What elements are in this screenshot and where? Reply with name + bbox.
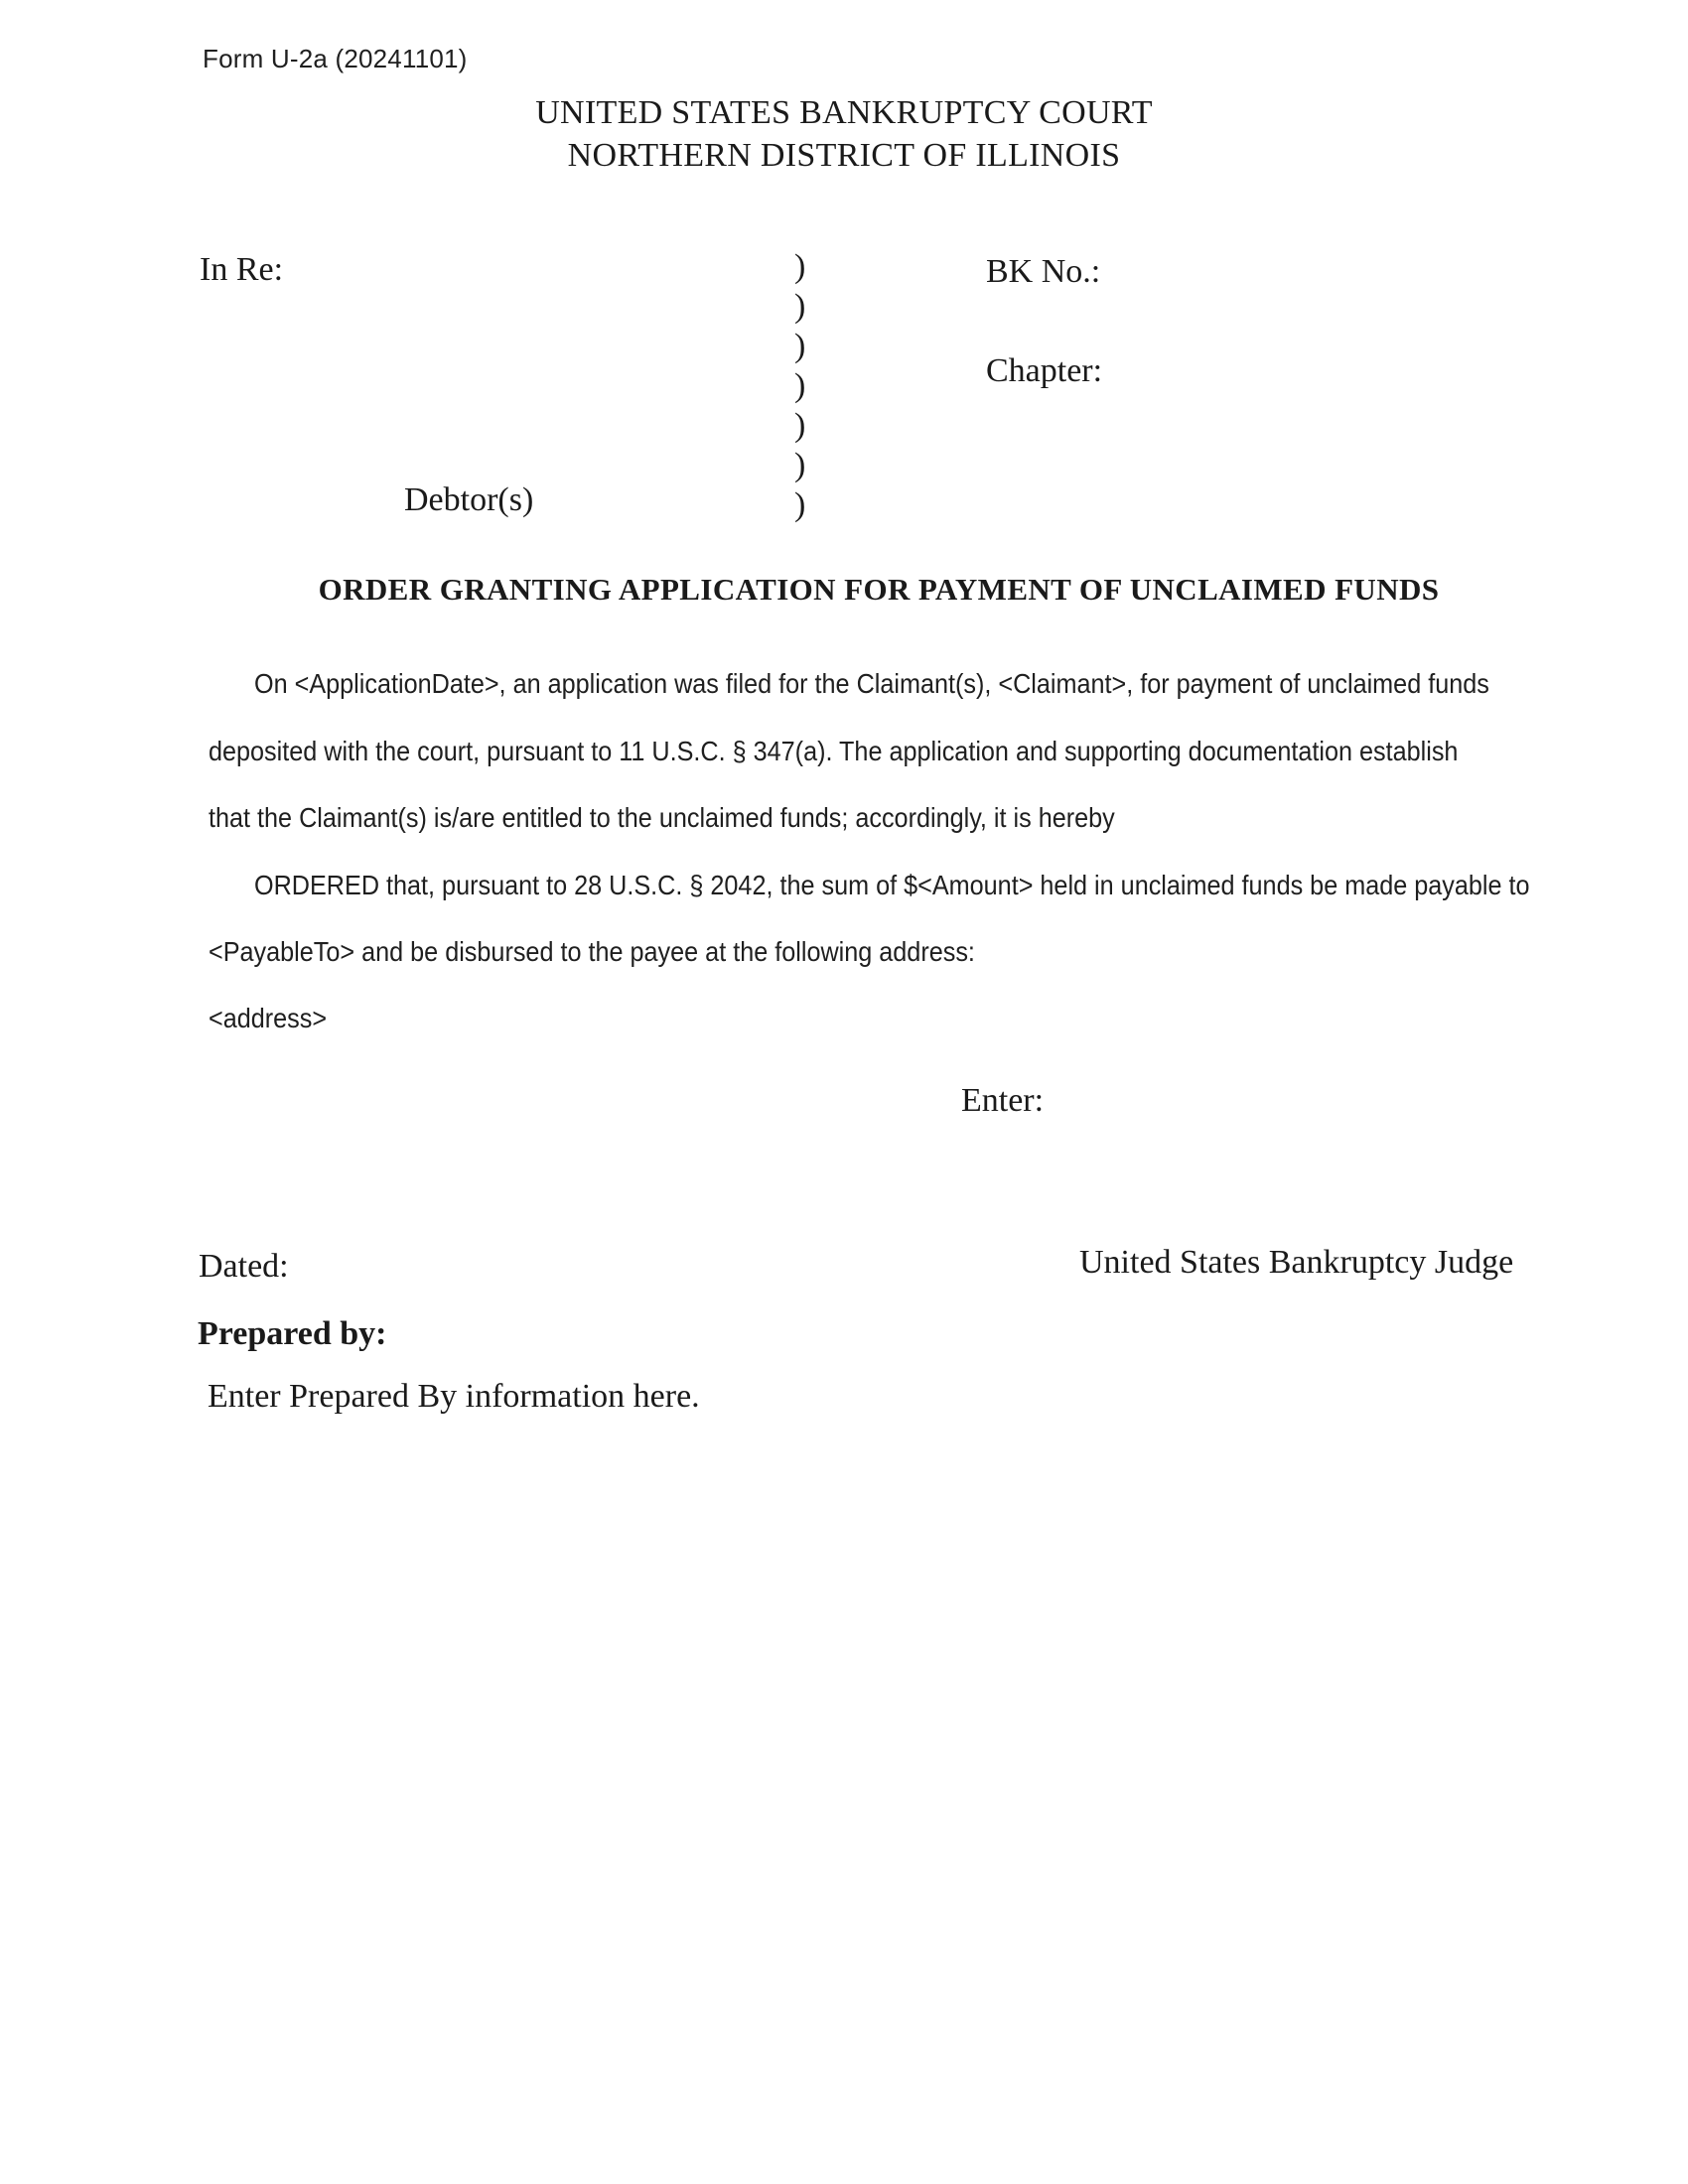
in-re-label: In Re: bbox=[200, 251, 284, 288]
caption-paren: ) bbox=[794, 486, 806, 523]
judge-title-label: United States Bankruptcy Judge bbox=[1079, 1244, 1514, 1281]
form-id-label: Form U-2a (20241101) bbox=[203, 44, 468, 73]
bk-no-label: BK No.: bbox=[986, 253, 1101, 290]
prepared-by-label: Prepared by: bbox=[198, 1315, 387, 1352]
caption-paren: ) bbox=[794, 367, 806, 404]
order-paragraph1-line3: that the Claimant(s) is/are entitled to the unclaimed funds; accordingly, it is hereby bbox=[209, 802, 1115, 833]
address-placeholder: <address> bbox=[209, 1003, 328, 1033]
caption-paren: ) bbox=[794, 328, 806, 364]
dated-label: Dated: bbox=[199, 1248, 289, 1285]
caption-paren: ) bbox=[794, 248, 806, 285]
caption-paren: ) bbox=[794, 447, 806, 483]
order-paragraph2-line2: <PayableTo> and be disbursed to the payee at the following address: bbox=[209, 936, 975, 967]
caption-paren: ) bbox=[794, 288, 806, 325]
caption-paren: ) bbox=[794, 407, 806, 444]
chapter-label: Chapter: bbox=[986, 352, 1103, 389]
order-paragraph1-line2: deposited with the court, pursuant to 11 U.S.C. § 347(a). The application and supporting documentation establish bbox=[209, 736, 1459, 766]
enter-label: Enter: bbox=[961, 1082, 1045, 1119]
debtors-label: Debtor(s) bbox=[404, 481, 534, 518]
order-title: ORDER GRANTING APPLICATION FOR PAYMENT OF UNCLAIMED FUNDS bbox=[318, 572, 1440, 607]
court-district-line2: NORTHERN DISTRICT OF ILLINOIS bbox=[567, 137, 1121, 174]
caption-paren-column bbox=[794, 250, 805, 522]
prepared-by-placeholder: Enter Prepared By information here. bbox=[208, 1378, 700, 1415]
order-paragraph1-line1: On <ApplicationDate>, an application was filed for the Claimant(s), <Claimant>, for payment of unclaimed funds bbox=[254, 668, 1489, 699]
court-name-line1: UNITED STATES BANKRUPTCY COURT bbox=[535, 94, 1153, 131]
order-paragraph2-line1: ORDERED that, pursuant to 28 U.S.C. § 2042, the sum of $<Amount> held in unclaimed funds be made payable to bbox=[254, 870, 1530, 900]
